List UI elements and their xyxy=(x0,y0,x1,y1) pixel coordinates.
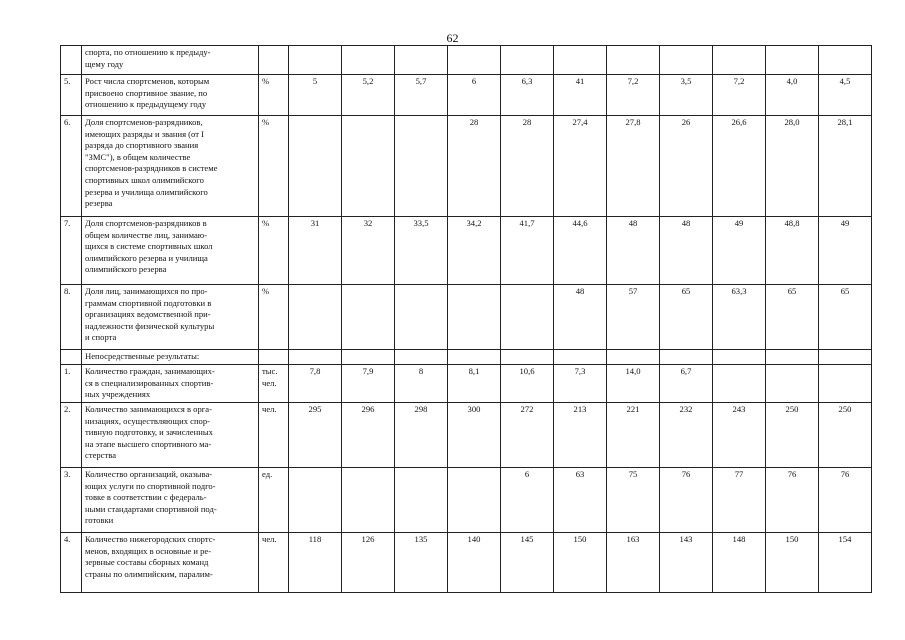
unit-cell: % xyxy=(259,217,289,285)
value-cell: 63,3 xyxy=(713,285,766,350)
value-cell xyxy=(342,46,395,75)
indicator-cell: Доля лиц, занимающихся по про- граммам спортивной подготовки в организациях ведомственной при- надлежности физической культуры и спорта xyxy=(82,285,259,350)
value-cell xyxy=(342,350,395,365)
value-cell: 126 xyxy=(342,533,395,593)
value-cell xyxy=(342,285,395,350)
value-cell: 6,3 xyxy=(501,75,554,116)
row-number-cell xyxy=(61,46,82,75)
value-cell: 272 xyxy=(501,403,554,468)
value-cell xyxy=(395,350,448,365)
value-cell: 10,6 xyxy=(501,365,554,403)
value-cell: 76 xyxy=(766,468,819,533)
value-cell: 150 xyxy=(766,533,819,593)
value-cell: 76 xyxy=(819,468,872,533)
unit-cell: чел. xyxy=(259,533,289,593)
unit-cell xyxy=(259,46,289,75)
value-cell xyxy=(501,350,554,365)
value-cell: 26 xyxy=(660,116,713,217)
value-cell: 135 xyxy=(395,533,448,593)
table-row xyxy=(61,365,872,403)
value-cell: 4,5 xyxy=(819,75,872,116)
value-cell: 296 xyxy=(342,403,395,468)
value-cell: 8,1 xyxy=(448,365,501,403)
value-cell xyxy=(819,365,872,403)
value-cell: 221 xyxy=(607,403,660,468)
value-cell: 6 xyxy=(448,75,501,116)
value-cell: 232 xyxy=(660,403,713,468)
indicators-table xyxy=(60,45,872,593)
value-cell: 48,8 xyxy=(766,217,819,285)
value-cell: 26,6 xyxy=(713,116,766,217)
value-cell: 57 xyxy=(607,285,660,350)
value-cell xyxy=(713,46,766,75)
value-cell xyxy=(448,46,501,75)
value-cell: 65 xyxy=(819,285,872,350)
table-row xyxy=(61,75,872,116)
value-cell: 49 xyxy=(713,217,766,285)
value-cell xyxy=(713,350,766,365)
value-cell xyxy=(448,468,501,533)
value-cell xyxy=(289,350,342,365)
value-cell: 7,9 xyxy=(342,365,395,403)
table-row xyxy=(61,116,872,217)
value-cell: 65 xyxy=(660,285,713,350)
value-cell xyxy=(766,46,819,75)
value-cell: 8 xyxy=(395,365,448,403)
value-cell xyxy=(660,46,713,75)
value-cell: 6,7 xyxy=(660,365,713,403)
value-cell: 250 xyxy=(819,403,872,468)
row-number-cell: 4. xyxy=(61,533,82,593)
value-cell: 28 xyxy=(448,116,501,217)
value-cell: 143 xyxy=(660,533,713,593)
value-cell xyxy=(660,350,713,365)
value-cell: 48 xyxy=(607,217,660,285)
value-cell: 5,7 xyxy=(395,75,448,116)
value-cell: 32 xyxy=(342,217,395,285)
value-cell xyxy=(395,285,448,350)
indicator-cell: Доля спортсменов-разрядников, имеющих разряды и звания (от I разряда до спортивного звания "ЗМС"), в общем количестве спортсменов-разрядников в системе спортивных школ олимпийского резерва и училища олимпийского резерва xyxy=(82,116,259,217)
row-number-cell: 8. xyxy=(61,285,82,350)
value-cell: 7,2 xyxy=(713,75,766,116)
value-cell: 3,5 xyxy=(660,75,713,116)
indicator-cell: Доля спортсменов-разрядников в общем количестве лиц, занимаю- щихся в системе спортивных школ олимпийского резерва и училища олимпийского резерва xyxy=(82,217,259,285)
value-cell xyxy=(289,468,342,533)
value-cell: 4,0 xyxy=(766,75,819,116)
indicator-cell: Количество нижегородских спортс- менов, входящих в основные и ре- зервные составы сборных команд страны по олимпийским, паралим- xyxy=(82,533,259,593)
value-cell: 5,2 xyxy=(342,75,395,116)
row-number-cell: 2. xyxy=(61,403,82,468)
value-cell: 7,8 xyxy=(289,365,342,403)
value-cell: 7,2 xyxy=(607,75,660,116)
table-row xyxy=(61,533,872,593)
value-cell: 28,1 xyxy=(819,116,872,217)
value-cell xyxy=(395,468,448,533)
value-cell: 300 xyxy=(448,403,501,468)
value-cell: 145 xyxy=(501,533,554,593)
table-row xyxy=(61,285,872,350)
indicator-cell: Количество организаций, оказыва- ющих услуги по спортивной подго- товке в соответствии с федераль- ными стандартами спортивной под- готовки xyxy=(82,468,259,533)
value-cell xyxy=(395,46,448,75)
value-cell xyxy=(766,365,819,403)
table-row xyxy=(61,350,872,365)
value-cell: 44,6 xyxy=(554,217,607,285)
row-number-cell: 5. xyxy=(61,75,82,116)
value-cell: 5 xyxy=(289,75,342,116)
table-row xyxy=(61,217,872,285)
value-cell xyxy=(607,350,660,365)
value-cell xyxy=(289,46,342,75)
value-cell xyxy=(448,350,501,365)
value-cell: 295 xyxy=(289,403,342,468)
value-cell: 14,0 xyxy=(607,365,660,403)
value-cell xyxy=(819,46,872,75)
value-cell: 41,7 xyxy=(501,217,554,285)
unit-cell: % xyxy=(259,285,289,350)
value-cell xyxy=(819,350,872,365)
value-cell xyxy=(501,46,554,75)
indicator-cell: Количество граждан, занимающих- ся в специализированных спортив- ных учреждениях xyxy=(82,365,259,403)
value-cell xyxy=(766,350,819,365)
value-cell: 33,5 xyxy=(395,217,448,285)
value-cell xyxy=(395,116,448,217)
value-cell: 243 xyxy=(713,403,766,468)
unit-cell: чел. xyxy=(259,403,289,468)
value-cell: 63 xyxy=(554,468,607,533)
table-row xyxy=(61,468,872,533)
value-cell: 48 xyxy=(660,217,713,285)
value-cell xyxy=(289,116,342,217)
unit-cell: ед. xyxy=(259,468,289,533)
value-cell: 49 xyxy=(819,217,872,285)
value-cell: 34,2 xyxy=(448,217,501,285)
value-cell: 27,4 xyxy=(554,116,607,217)
row-number-cell xyxy=(61,350,82,365)
value-cell: 31 xyxy=(289,217,342,285)
value-cell: 28 xyxy=(501,116,554,217)
value-cell xyxy=(554,350,607,365)
value-cell: 154 xyxy=(819,533,872,593)
unit-cell xyxy=(259,350,289,365)
row-number-cell: 3. xyxy=(61,468,82,533)
table-row xyxy=(61,46,872,75)
value-cell xyxy=(448,285,501,350)
value-cell: 41 xyxy=(554,75,607,116)
value-cell: 148 xyxy=(713,533,766,593)
unit-cell: % xyxy=(259,116,289,217)
indicator-cell: Непосредственные результаты: xyxy=(82,350,259,365)
value-cell: 213 xyxy=(554,403,607,468)
value-cell: 150 xyxy=(554,533,607,593)
value-cell: 250 xyxy=(766,403,819,468)
table-row xyxy=(61,403,872,468)
value-cell xyxy=(289,285,342,350)
row-number-cell: 6. xyxy=(61,116,82,217)
page-number: 62 xyxy=(446,31,459,45)
value-cell: 298 xyxy=(395,403,448,468)
value-cell xyxy=(501,285,554,350)
row-number-cell: 1. xyxy=(61,365,82,403)
unit-cell: тыс. чел. xyxy=(259,365,289,403)
value-cell xyxy=(607,46,660,75)
value-cell: 27,8 xyxy=(607,116,660,217)
value-cell: 163 xyxy=(607,533,660,593)
value-cell: 140 xyxy=(448,533,501,593)
value-cell: 118 xyxy=(289,533,342,593)
indicator-cell: Количество занимающихся в орга- низациях, осуществляющих спор- тивную подготовку, и зачисленных на этапе высшего спортивного ма- стерства xyxy=(82,403,259,468)
value-cell xyxy=(713,365,766,403)
row-number-cell: 7. xyxy=(61,217,82,285)
value-cell: 48 xyxy=(554,285,607,350)
value-cell: 65 xyxy=(766,285,819,350)
value-cell: 76 xyxy=(660,468,713,533)
value-cell: 28,0 xyxy=(766,116,819,217)
value-cell: 6 xyxy=(501,468,554,533)
value-cell xyxy=(342,116,395,217)
value-cell: 75 xyxy=(607,468,660,533)
value-cell: 77 xyxy=(713,468,766,533)
indicator-cell: Рост числа спортсменов, которым присвоено спортивное звание, по отношению к предыдущему году xyxy=(82,75,259,116)
unit-cell: % xyxy=(259,75,289,116)
value-cell xyxy=(554,46,607,75)
value-cell: 7,3 xyxy=(554,365,607,403)
indicator-cell: спорта, по отношению к предыду- щему году xyxy=(82,46,259,75)
value-cell xyxy=(342,468,395,533)
